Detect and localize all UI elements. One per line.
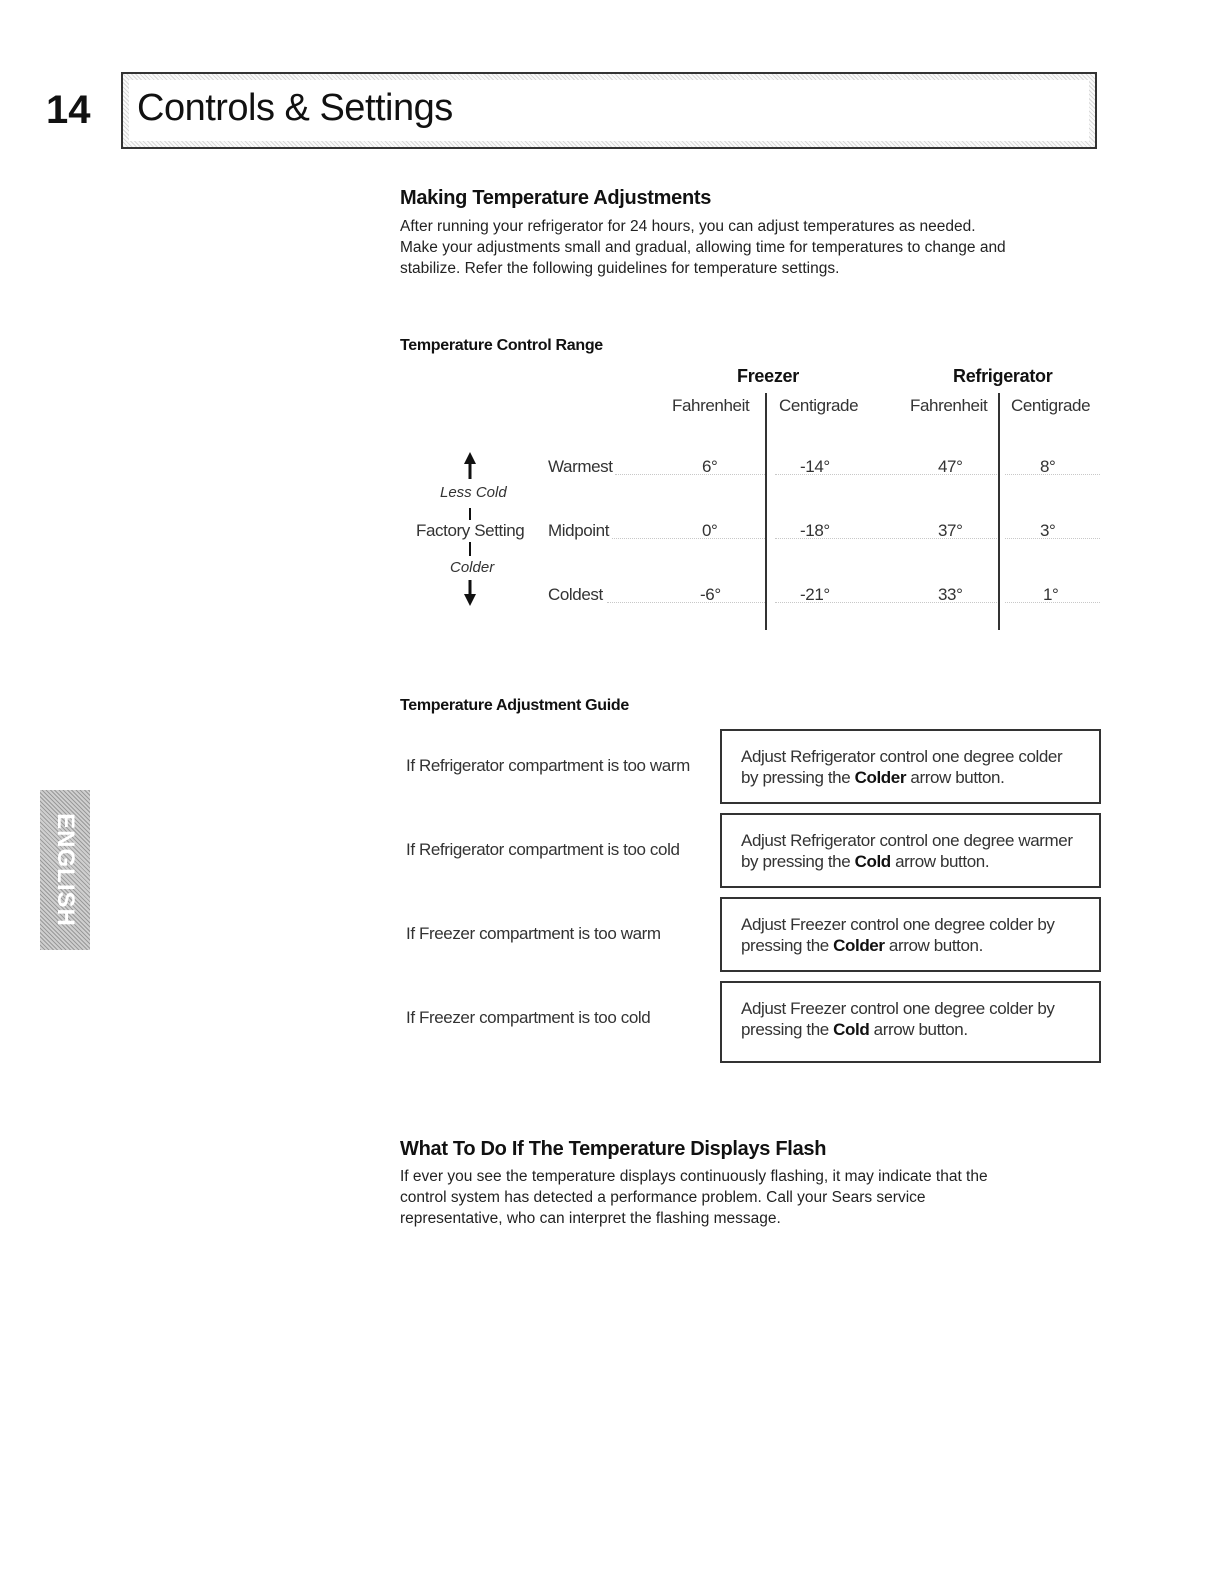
flash-heading: What To Do If The Temperature Displays Flash [400, 1138, 827, 1160]
refrigerator-column-heading: Refrigerator [953, 366, 1053, 386]
page-title: Controls & Settings [137, 87, 453, 129]
coldest-freezer-f: -6° [700, 585, 721, 604]
coldest-freezer-c: -21° [800, 585, 830, 604]
freezer-column-heading: Freezer [737, 366, 799, 386]
guide-action-box [720, 813, 1101, 888]
guide-condition: If Refrigerator compartment is too warm [406, 756, 690, 775]
refrigerator-centigrade-header: Centigrade [1011, 396, 1091, 415]
guide-action-text: by pressing the [741, 852, 855, 871]
warmest-freezer-f: 6° [702, 457, 718, 476]
warmest-fridge-c: 8° [1040, 457, 1056, 476]
guide-condition: If Refrigerator compartment is too cold [406, 840, 680, 859]
colder-label: Colder [450, 559, 495, 576]
page-number: 14 [46, 88, 91, 132]
button-name: Colder [854, 768, 907, 787]
adjustments-paragraph [400, 216, 1120, 279]
coldest-fridge-f: 33° [938, 585, 963, 604]
column-divider [998, 393, 1000, 630]
row-label-midpoint: Midpoint [548, 521, 610, 540]
guide-action-text: by pressing the [741, 768, 855, 787]
factory-setting-label: Factory Setting [416, 521, 525, 540]
guide-action-text: pressing the [741, 1020, 834, 1039]
guide-action-text: arrow button. [869, 1020, 968, 1039]
freezer-fahrenheit-header: Fahrenheit [672, 396, 750, 415]
guide-action-line: Adjust Freezer control one degree colder by [741, 915, 1055, 934]
guide-action-box [720, 729, 1101, 804]
language-tab-label: ENGLISH [52, 813, 79, 927]
flash-paragraph [400, 1166, 1120, 1229]
guide-action-text: arrow button. [906, 768, 1005, 787]
guide-action-text: arrow button. [890, 852, 990, 871]
warmest-fridge-f: 47° [938, 457, 963, 476]
adjustments-heading: Making Temperature Adjustments [400, 187, 712, 209]
coldest-fridge-c: 1° [1043, 585, 1059, 604]
row-label-coldest: Coldest [548, 585, 603, 604]
midpoint-freezer-c: -18° [800, 521, 830, 540]
guide-action-line: Adjust Freezer control one degree colder by [741, 999, 1055, 1018]
midpoint-fridge-f: 37° [938, 521, 963, 540]
adjustments-line: After running your refrigerator for 24 hours, you can adjust temperatures as needed. [400, 218, 976, 235]
guide-action-box [720, 897, 1101, 972]
row-label-warmest: Warmest [548, 457, 613, 476]
adjustments-line: Make your adjustments small and gradual, allowing time for temperatures to change and [400, 239, 1006, 256]
arrow-up-icon [464, 452, 476, 479]
leader-line [615, 474, 765, 475]
less-cold-label: Less Cold [440, 484, 507, 501]
adjustments-line: stabilize. Refer the following guidelines for temperature settings. [400, 260, 840, 277]
guide-action-line: Adjust Refrigerator control one degree warmer [741, 831, 1073, 850]
flash-line: representative, who can interpret the flashing message. [400, 1210, 781, 1227]
leader-line [607, 602, 765, 603]
guide-condition: If Freezer compartment is too warm [406, 924, 661, 943]
button-name: Cold [854, 852, 891, 871]
flash-line: control system has detected a performance problem. Call your Sears service [400, 1189, 926, 1206]
language-tab [40, 790, 90, 950]
warmest-freezer-c: -14° [800, 457, 830, 476]
range-heading: Temperature Control Range [400, 337, 603, 354]
guide-action-line: Adjust Refrigerator control one degree colder [741, 747, 1063, 766]
flash-line: If ever you see the temperature displays continuously flashing, it may indicate that the [400, 1168, 988, 1185]
midpoint-freezer-f: 0° [702, 521, 718, 540]
guide-condition: If Freezer compartment is too cold [406, 1008, 651, 1027]
button-name: Cold [833, 1020, 870, 1039]
temperature-scale-arrows [455, 450, 485, 610]
guide-action-text: arrow button. [884, 936, 983, 955]
leader-line [612, 538, 765, 539]
freezer-centigrade-header: Centigrade [779, 396, 859, 415]
guide-heading: Temperature Adjustment Guide [400, 697, 629, 714]
guide-action-text: pressing the [741, 936, 834, 955]
guide-action-box [720, 981, 1101, 1063]
column-divider [765, 393, 767, 630]
refrigerator-fahrenheit-header: Fahrenheit [910, 396, 988, 415]
arrow-down-icon [464, 580, 476, 606]
button-name: Colder [833, 936, 885, 955]
midpoint-fridge-c: 3° [1040, 521, 1056, 540]
